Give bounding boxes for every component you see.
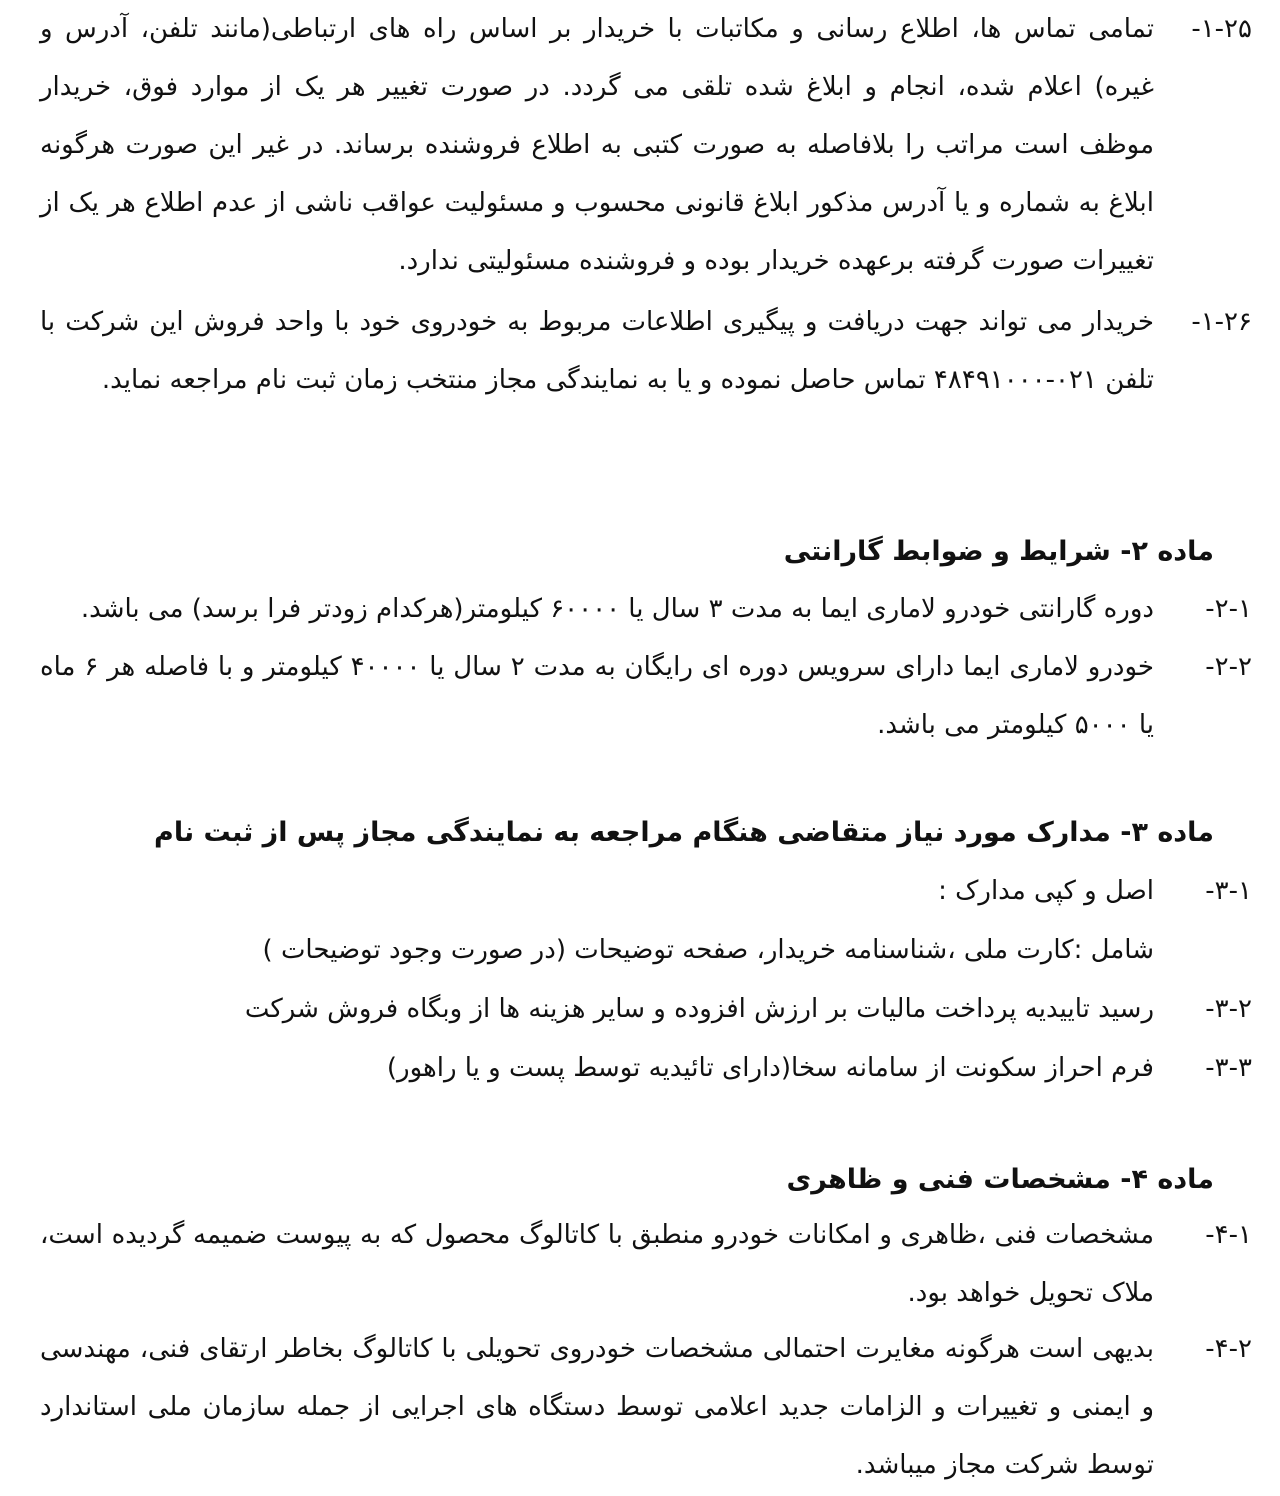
clause-text: فرم احراز سکونت از سامانه سخا(دارای تائیدیه توسط پست و یا راهور): [386, 1053, 1154, 1083]
clause-text: رسید تاییدیه پرداخت مالیات بر ارزش افزوده و سایر هزینه ها از وبگاه فروش شرکت: [244, 994, 1154, 1024]
clause-text: تمامی تماس ها، اطلاع رسانی و مکاتبات با خریدار بر اساس راه های ارتباطی(مانند تلفن، آدرس و غیره) اعلام شده، انجام و ابلاغ شده تلقی می گردد. در صورت تغییر هر یک از موارد فوق، خریدار موظف است مراتب را بلافاصله به صورت کتبی به اطلاع فروشنده برساند. در غیر این صورت هرگونه ابلاغ به شماره و یا آدرس مذکور ابلاغ قانونی محسوب و مسئولیت عواقب ناشی از عدم اطلاع هر یک از تغییرات صورت گرفته برعهده خریدار بوده و فروشنده مسئولیتی ندارد.: [40, 14, 1154, 276]
article-3-heading: ماده ۳- مدارک مورد نیاز متقاضی هنگام مراجعه به نمایندگی مجاز پس از ثبت نام: [154, 817, 1214, 848]
article-2-heading: ماده ۲- شرایط و ضوابط گارانتی: [783, 536, 1214, 567]
clause-text: دوره گارانتی خودرو لاماری ایما به مدت ۳ سال یا ۶۰۰۰۰ کیلومتر(هرکدام زودتر فرا برسد) می باشد.: [80, 594, 1154, 624]
clause-number: -۲-۲: [1205, 652, 1252, 682]
clause-text: مشخصات فنی ،ظاهری و امکانات خودرو منطبق با کاتالوگ محصول که به پیوست ضمیمه گردیده است، ملاک تحویل خواهد بود.: [40, 1220, 1154, 1308]
clause-text: خریدار می تواند جهت دریافت و پیگیری اطلاعات مربوط به خودروی خود با واحد فروش این شرکت با تلفن ۰۲۱-۴۸۴۹۱۰۰۰ تماس حاصل نموده و یا به نمایندگی مجاز منتخب زمان ثبت نام مراجعه نماید.: [40, 307, 1154, 395]
clause-number: -۱-۲۵: [1191, 14, 1252, 44]
clause-text: بدیهی است هرگونه مغایرت احتمالی مشخصات خودروی تحویلی با کاتالوگ بخاطر ارتقای فنی، مهندسی و ایمنی و تغییرات و الزامات جدید اعلامی توسط دستگاه های اجرایی از جمله سازمان ملی استاندارد توسط شرکت مجاز میباشد.: [40, 1334, 1154, 1480]
article-4-heading: ماده ۴- مشخصات فنی و ظاهری: [786, 1164, 1214, 1195]
clause-number: -۴-۱: [1205, 1220, 1252, 1250]
clause-number: -۱-۲۶: [1191, 307, 1252, 337]
clause-detail-text: شامل :کارت ملی ،شناسنامه خریدار، صفحه توضیحات (در صورت وجود توضیحات ): [262, 935, 1154, 965]
clause-number: -۳-۱: [1205, 876, 1252, 906]
clause-text: اصل و کپی مدارک :: [938, 876, 1154, 906]
clause-text: خودرو لاماری ایما دارای سرویس دوره ای رایگان به مدت ۲ سال یا ۴۰۰۰۰ کیلومتر و با فاصله هر ۶ ماه یا ۵۰۰۰ کیلومتر می باشد.: [40, 652, 1155, 740]
clause-number: -۲-۱: [1205, 594, 1252, 624]
clause-number: -۳-۳: [1205, 1053, 1252, 1083]
clause-number: -۳-۲: [1205, 994, 1252, 1024]
clause-number: -۴-۲: [1205, 1334, 1252, 1364]
